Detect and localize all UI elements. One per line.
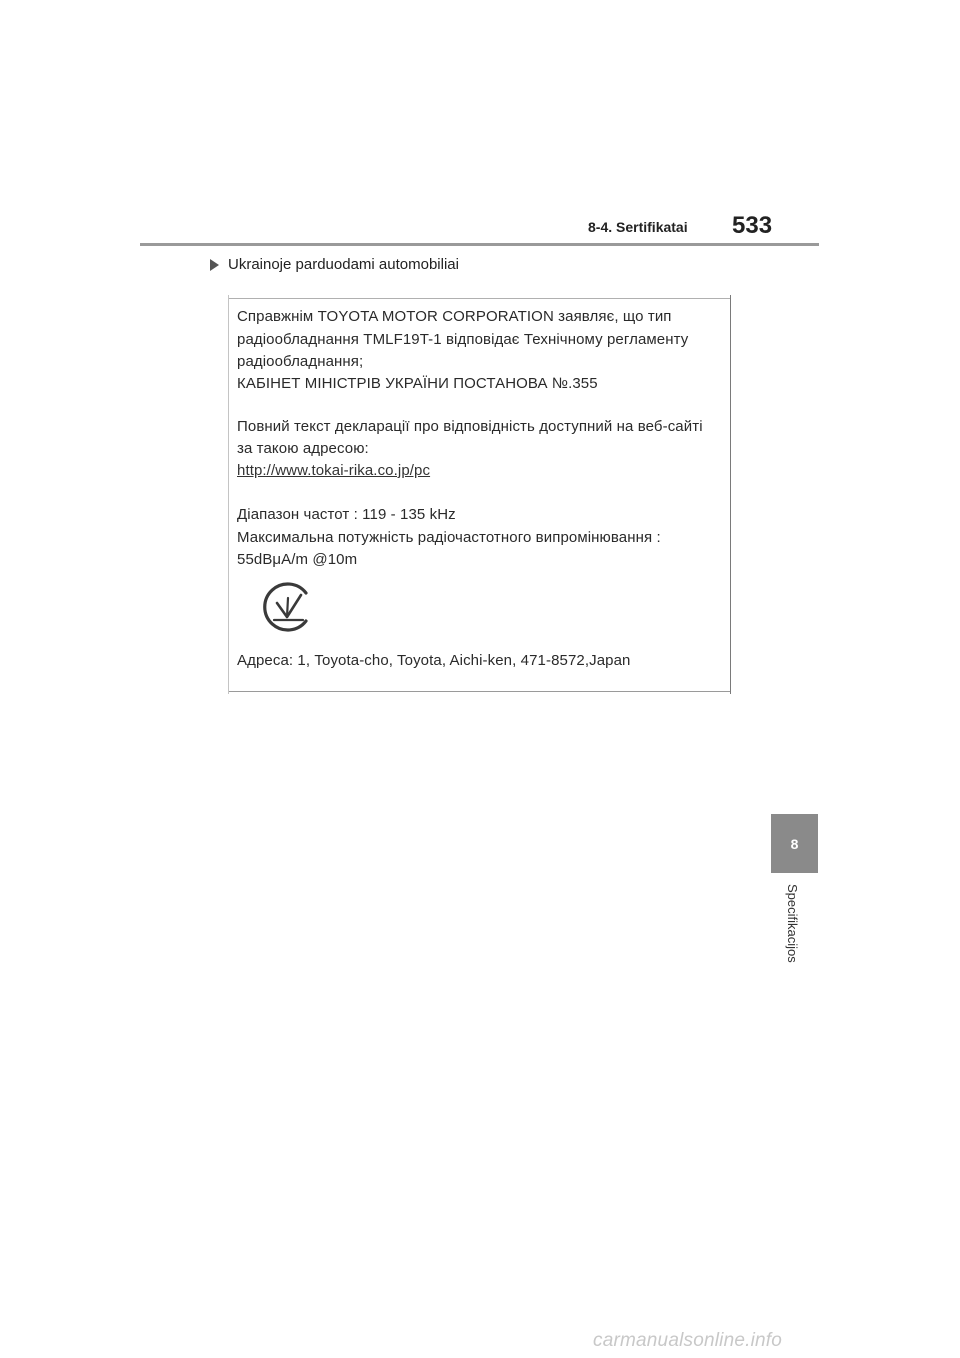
subheading-text: Ukrainoje parduodami automobiliai bbox=[228, 256, 459, 273]
triangle-bullet-icon bbox=[210, 259, 219, 271]
certificate-box bbox=[229, 298, 730, 692]
chapter-label: Specifikacijos bbox=[785, 884, 800, 963]
cert-line: Максимальна потужність радіочастотного випромінювання : bbox=[237, 529, 661, 546]
cert-line: 55dBμA/m @10m bbox=[237, 551, 358, 568]
box-right-border bbox=[730, 295, 731, 694]
cert-line: Діапазон частот : 119 - 135 kHz bbox=[237, 506, 456, 523]
cert-line: Повний текст декларації про відповідність доступний на веб-сайті bbox=[237, 418, 703, 435]
subheading bbox=[210, 256, 459, 273]
cert-line: радіообладнання; bbox=[237, 353, 364, 370]
cert-url-link[interactable]: http://www.tokai-rika.co.jp/pc bbox=[237, 462, 431, 479]
chapter-tab: 8 bbox=[771, 814, 818, 873]
cert-line: КАБІНЕТ МІНІСТРІВ УКРАЇНИ ПОСТАНОВА №.355 bbox=[237, 375, 598, 392]
watermark: carmanualsonline.info bbox=[593, 1330, 783, 1351]
page-number: 533 bbox=[732, 212, 773, 239]
cert-line: за такою адресою: bbox=[237, 440, 369, 457]
ukraine-conformity-mark-icon bbox=[259, 579, 315, 635]
section-title: 8-4. Sertifikatai bbox=[588, 219, 688, 235]
cert-address: Адреса: 1, Toyota-cho, Toyota, Aichi-ken, 471-8572,Japan bbox=[237, 652, 631, 669]
header-divider bbox=[140, 243, 819, 246]
cert-line: радіообладнання TMLF19T-1 відповідає Технічному регламенту bbox=[237, 331, 689, 348]
box-left-border bbox=[228, 295, 229, 694]
cert-line: Справжнім TOYOTA MOTOR CORPORATION заявляє, що тип bbox=[237, 308, 672, 325]
